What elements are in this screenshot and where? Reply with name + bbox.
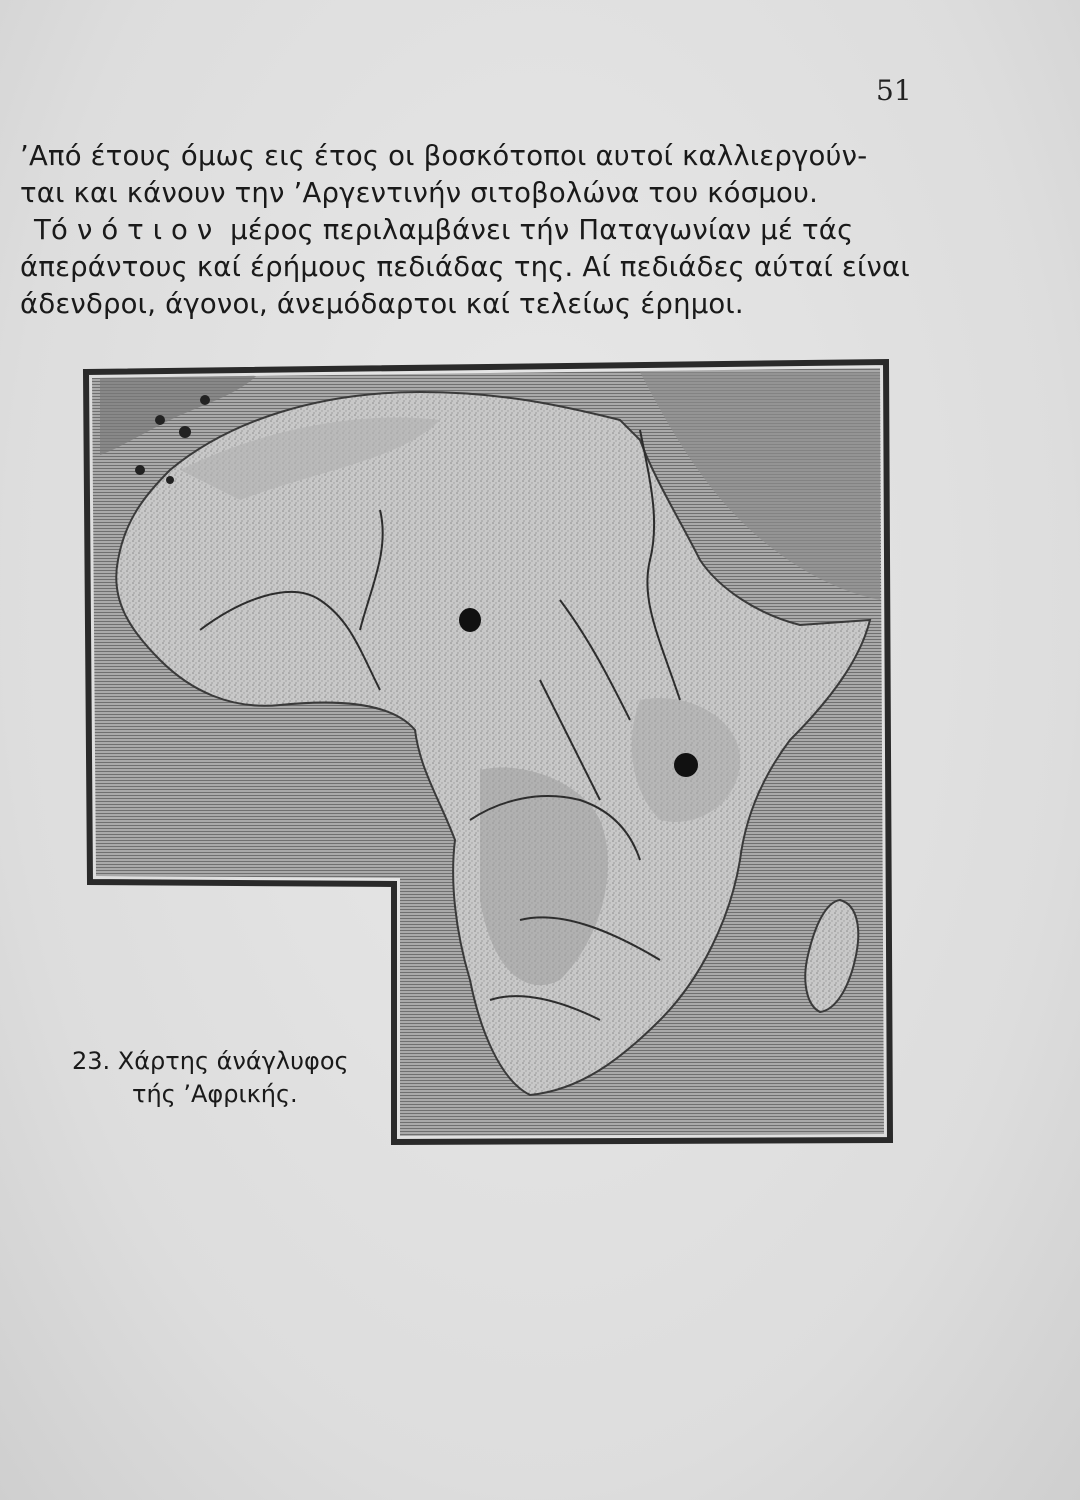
caption-line: τής ’Αφρικής. [132, 1080, 298, 1108]
text-line: ’Από έτους όμως εις έτος οι βοσκότοποι αυτοί καλλιεργούν- [20, 140, 868, 172]
figure-caption [72, 1045, 392, 1111]
text-line: ται και κάνουν την ’Αργεντινήν σιτοβολώνα του κόσμου. [20, 177, 819, 209]
paragraph-start: Τό [34, 214, 69, 246]
spaced-word: νότιον [76, 214, 222, 246]
lake-victoria [674, 753, 698, 777]
caption-line: 23. Χάρτης άνάγλυφος [72, 1047, 349, 1075]
text-line: άδενδροι, άγονοι, άνεμόδαρτοι καί τελείως έρημοι. [20, 288, 744, 320]
lake-chad [459, 608, 481, 632]
text-line: άπεράντους καί έρήμους πεδιάδας της. Αί πεδιάδες αύταί είναι [20, 251, 910, 283]
text-fragment: μέρος περιλαμβάνει τήν Παταγωνίαν μέ τάς [230, 214, 854, 246]
page-number: 51 [876, 74, 912, 107]
